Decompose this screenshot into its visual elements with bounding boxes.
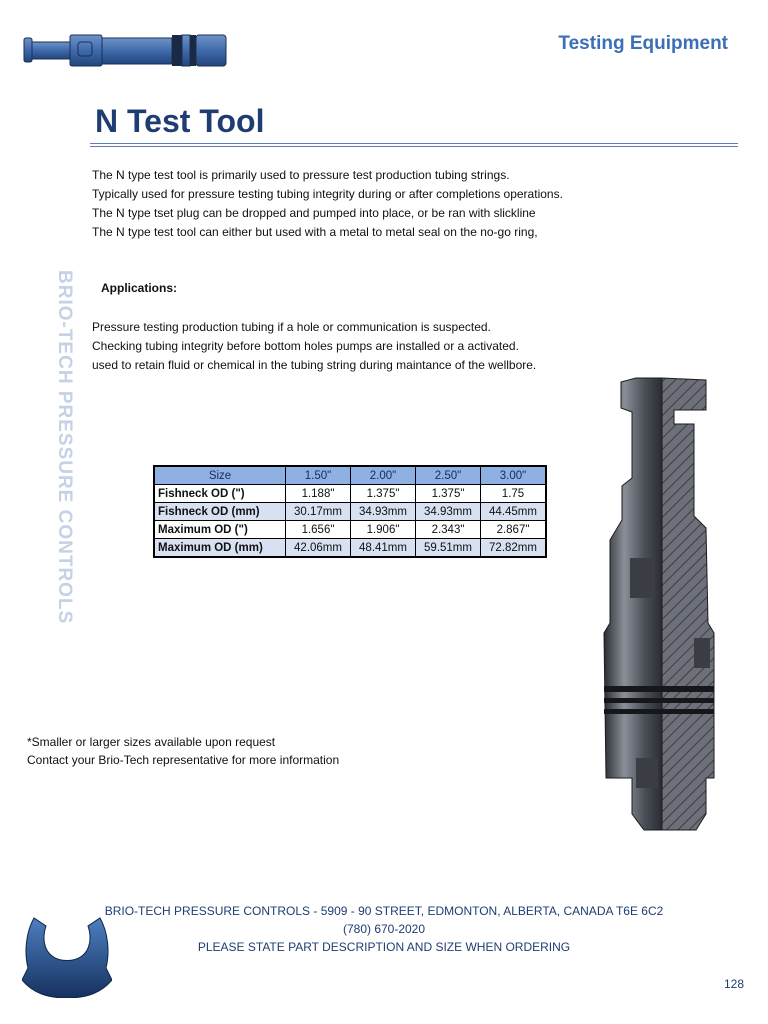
table-header-cell: 3.00" xyxy=(481,466,547,485)
table-cell: 42.06mm xyxy=(286,539,351,558)
table-row xyxy=(154,539,546,558)
table-row-label: Fishneck OD (") xyxy=(154,485,286,503)
table-cell: 2.867" xyxy=(481,521,547,539)
footer-address: BRIO-TECH PRESSURE CONTROLS - 5909 - 90 STREET, EDMONTON, ALBERTA, CANADA T6E 6C2 xyxy=(104,904,664,918)
note-line: Contact your Brio-Tech representative for more information xyxy=(27,753,340,767)
applications-list xyxy=(92,318,592,375)
table-cell: 34.93mm xyxy=(416,503,481,521)
application-line: Pressure testing production tubing if a hole or communication is suspected. xyxy=(92,320,491,334)
table-cell: 48.41mm xyxy=(351,539,416,558)
table-cell: 44.45mm xyxy=(481,503,547,521)
table-cell: 1.375" xyxy=(351,485,416,503)
footer-phone: (780) 670-2020 xyxy=(342,922,426,936)
intro-text xyxy=(92,166,652,242)
application-line: used to retain fluid or chemical in the tubing string during maintance of the wellbore. xyxy=(92,358,537,372)
table-header-cell: 1.50" xyxy=(286,466,351,485)
table-row xyxy=(154,503,546,521)
table-cell: 2.343" xyxy=(416,521,481,539)
table-cell: 72.82mm xyxy=(481,539,547,558)
spec-table xyxy=(153,465,547,558)
notes xyxy=(27,733,339,769)
table-cell: 1.375" xyxy=(416,485,481,503)
footer xyxy=(0,902,768,956)
table-row-label: Maximum OD (") xyxy=(154,521,286,539)
intro-line: The N type test tool is primarily used to pressure test production tubing strings. xyxy=(92,168,510,182)
table-row xyxy=(154,521,546,539)
side-watermark-text: BRIO-TECH PRESSURE CONTROLS xyxy=(54,270,75,625)
table-header-cell: 2.50" xyxy=(416,466,481,485)
note-line: *Smaller or larger sizes available upon request xyxy=(27,735,276,749)
tool-illustration xyxy=(22,30,230,72)
applications-heading: Applications: xyxy=(101,281,178,295)
table-cell: 59.51mm xyxy=(416,539,481,558)
table-cell: 1.906" xyxy=(351,521,416,539)
table-cell: 1.656" xyxy=(286,521,351,539)
title-divider xyxy=(90,143,738,147)
intro-line: The N type tset plug can be dropped and pumped into place, or be ran with slickline xyxy=(92,206,536,220)
table-cell: 34.93mm xyxy=(351,503,416,521)
table-header-row xyxy=(154,466,546,485)
table-row-label: Maximum OD (mm) xyxy=(154,539,286,558)
intro-line: Typically used for pressure testing tubing integrity during or after completions operations. xyxy=(92,187,563,201)
cutaway-illustration xyxy=(596,368,744,832)
page-number: 128 xyxy=(723,977,744,991)
table-header-cell: Size xyxy=(154,466,286,485)
table-cell: 1.75 xyxy=(481,485,547,503)
intro-line: The N type test tool can either but used with a metal to metal seal on the no-go ring, xyxy=(92,225,538,239)
page-title: N Test Tool xyxy=(95,103,265,139)
table-header-cell: 2.00" xyxy=(351,466,416,485)
table-row-label: Fishneck OD (mm) xyxy=(154,503,286,521)
application-line: Checking tubing integrity before bottom holes pumps are installed or a activated. xyxy=(92,339,519,353)
table-row xyxy=(154,485,546,503)
footer-ordering-note: PLEASE STATE PART DESCRIPTION AND SIZE WHEN ORDERING xyxy=(197,940,571,954)
section-title: Testing Equipment xyxy=(558,33,728,54)
table-cell: 1.188" xyxy=(286,485,351,503)
table-cell: 30.17mm xyxy=(286,503,351,521)
